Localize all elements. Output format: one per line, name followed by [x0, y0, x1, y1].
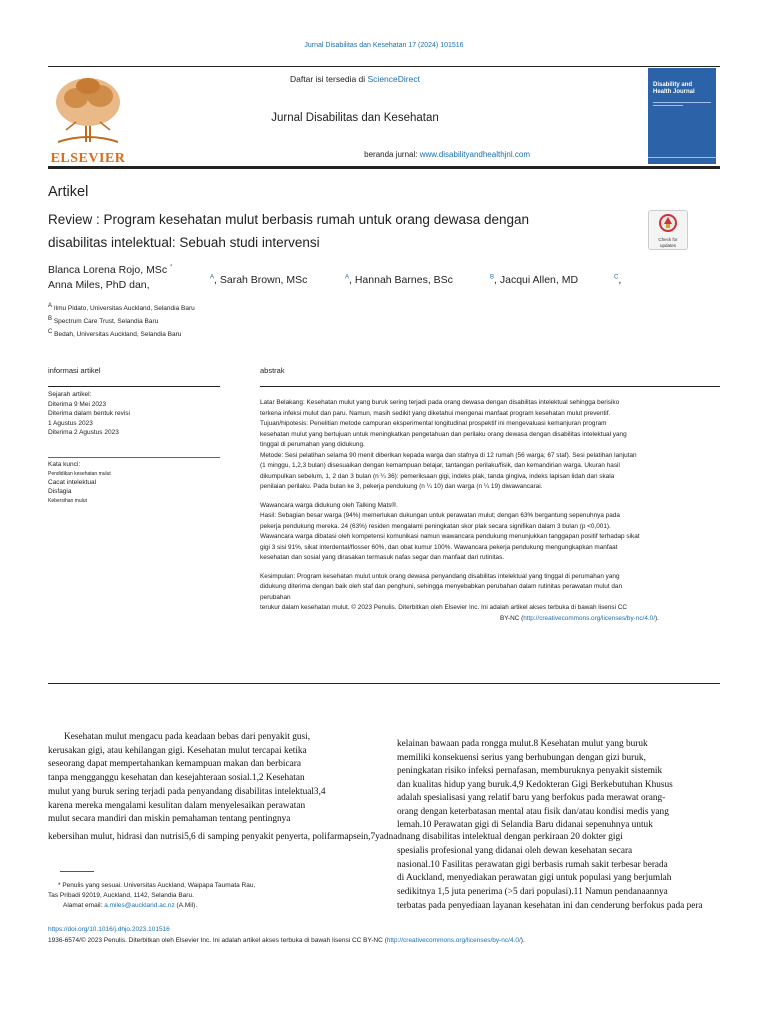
affiliation-text: Ilmu Pidato, Universitas Auckland, Selandia Baru	[53, 305, 195, 313]
abstract-heading-rule	[260, 386, 720, 387]
body-left-column	[48, 731, 378, 827]
publisher-name: ELSEVIER	[50, 151, 126, 166]
affiliation-text: Bedah, Universitas Auckland, Selandia Baru	[54, 331, 182, 339]
abstract-body	[260, 398, 730, 624]
abstract-line: (1 minggu, 1,2,3 bulan) disesuaikan dengan kemampuan belajar, tantangan perilaku/fisik, dan kemandirian warga. Ukuran hasil	[260, 462, 620, 469]
author-mark: *	[170, 264, 173, 271]
abstract-line: perubahan	[260, 593, 291, 601]
footnote-line: * Penulis yang sesuai. Universitas Auckland, Waipapa Taumata Rau,	[58, 882, 256, 889]
author-mark: C	[614, 274, 619, 281]
footer-license-line	[48, 937, 525, 944]
abstract-line: terukur dalam kesehatan mulut. © 2023 Penulis. Diterbitkan oleh Elsevier Inc. Ini adalah artikel akses terbuka di bawah lisensi CC	[260, 604, 628, 611]
keyword: Kebersihan mulut	[48, 497, 87, 504]
body-line: seseorang dapat mempertahankan kemampuan makan dan berbicara	[48, 759, 301, 770]
elsevier-logo	[48, 72, 128, 166]
body-line: peningkatan risiko infeksi pernafasan, memburuknya penyakit sistemik	[397, 766, 663, 776]
article-type: Artikel	[48, 184, 89, 200]
history-item: Diterima 2 Agustus 2023	[48, 429, 119, 436]
body-line: karena mereka mengalami kesulitan dalam menyelesaikan perawatan	[48, 800, 306, 811]
license-prefix: BY-NC (	[500, 614, 524, 622]
author-4[interactable]	[345, 274, 453, 286]
abstract-license	[260, 614, 730, 625]
body-line: dan kualitas hidup yang buruk.4,9 Kedokteran Gigi Berkebutuhan Khusus	[397, 779, 673, 790]
history-item: 1 Agustus 2023	[48, 419, 93, 427]
body-line: orang dengan keterbatasan mental atau fisik dan/atau kondisi medis yang	[397, 806, 669, 817]
homepage-line	[130, 150, 530, 159]
abstract-spacer	[260, 564, 730, 572]
license-suffix: ).	[654, 614, 659, 622]
abstract-line: Kesimpulan: Program kesehatan mulut untuk orang dewasa penyandang disabilitas intelektual yang tinggal di perumahan yang	[260, 572, 620, 580]
body-line: terbatas pada penyediaan layanan kesehatan ini dan cenderung berfokus pada pera	[397, 900, 703, 911]
journal-cover	[648, 68, 716, 164]
issn-text: 1936-6574/© 2023 Penulis. Diterbitkan oleh Elsevier Inc. Ini adalah artikel akses terbuka di bawah lisensi CC BY-NC (	[48, 937, 387, 944]
affiliation-c	[48, 327, 195, 340]
body-line: spesialis profesional yang didanai oleh dewan kesehatan secara	[397, 846, 633, 856]
body-line: tanpa mengganggu kesehatan dan kesejahteraan sosial.1,2 Kesehatan	[48, 773, 305, 784]
abstract-line: pekerja pendukung mereka. 24 (63%) residen mengalami peningkatan skor plak secara signifikan dalam 3 bulan (p <0,001).	[260, 522, 611, 530]
elsevier-tree-icon	[48, 72, 128, 148]
check-updates-label: Check for updates	[658, 237, 678, 248]
body-line: adalah spesialisasi yang relatif baru yang berfokus pada merawat orang-	[397, 793, 666, 803]
doi-link[interactable]: https://doi.org/10.1016/j.dhjo.2023.101516	[48, 926, 170, 933]
footnote	[48, 881, 255, 911]
affiliation-mark: A	[48, 303, 53, 309]
abstract-line: gigi 3 sisi 91%, sikat interdental/flosser 60%, dan obat kumur 100%. Wawancara pekerja pendukung mengungkapkan manfaat	[260, 543, 618, 551]
history-item: Diterima dalam bentuk revisi	[48, 410, 131, 417]
title-line-2: disabilitas intelektual: Sebuah studi intervensi	[48, 235, 320, 250]
keywords-heading: Kata kunci:	[48, 461, 81, 468]
author-name: , Sarah Brown, MSc	[214, 274, 308, 286]
history-heading: Sejarah artikel:	[48, 391, 92, 398]
keywords-block	[48, 460, 111, 505]
abstract-line: tinggal di perumahan yang didukung.	[260, 441, 365, 448]
check-for-updates-badge[interactable]	[648, 210, 688, 250]
author-2[interactable]	[48, 279, 150, 291]
body-right-column-bottom	[397, 845, 768, 914]
abstract-spacer	[260, 493, 730, 501]
affiliation-b	[48, 314, 195, 327]
abstract-line: Wawancara warga dibatasi oleh kompetensi komunikasi namun wawancara pendukung menunjukkan tanggapan positif terhadap sikat	[260, 533, 640, 540]
abstract-line: penilaian perilaku. Pada bulan ke 3, pekerja pendukung (n ¼ 10) dan warga (n ¼ 19) diwawancarai.	[260, 483, 543, 490]
article-title	[48, 208, 628, 254]
author-mark: A	[345, 274, 350, 281]
running-head[interactable]: Jurnal Disabilitas dan Kesehatan 17 (2024) 101516	[304, 42, 464, 49]
cover-stripe-2	[653, 105, 683, 106]
footnote-rule	[60, 871, 94, 872]
contents-line	[130, 74, 580, 84]
email-suffix: (A.Mil).	[174, 902, 198, 909]
keyword: Disfagia	[48, 488, 72, 495]
body-line: lemah.10 Perawatan gigi di Selandia Baru didanai sepenuhnya untuk	[397, 820, 653, 830]
body-line: kelainan bawaan pada rongga mulut.8 Kesehatan mulut yang buruk	[397, 739, 648, 749]
keyword: Pendidikan kesehatan mulut	[48, 470, 111, 477]
contents-prefix: Daftar isi tersedia di	[290, 74, 368, 84]
affiliation-mark: C	[48, 329, 53, 336]
license-link[interactable]: http://creativecommons.org/licenses/by-nc/4.0/	[523, 614, 655, 622]
masthead-top-rule	[48, 66, 720, 67]
footer-license-link[interactable]: http://creativecommons.org/licenses/by-nc/4.0/	[386, 937, 521, 944]
article-info-heading: informasi artikel	[48, 366, 101, 375]
author-1[interactable]	[48, 264, 172, 276]
abstract-line: Latar Belakang: Kesehatan mulut yang buruk sering terjadi pada orang dewasa dengan disabilitas intelektual sehingga berisiko	[260, 399, 620, 406]
info-divider-rule	[48, 457, 220, 458]
author-mark: B	[490, 274, 495, 281]
body-line: sedikitnya 1,5 juta penerima (>5 dari populasi).11 Namun pendanaannya	[397, 887, 668, 898]
title-line-1: Review : Program kesehatan mulut berbasis rumah untuk orang dewasa dengan	[48, 212, 530, 227]
body-overflow-line: kebersihan mulut, hidrasi dan nutrisi5,6 di samping penyakit penyerta, polifarmapsein,7yadnadnang disabilitas intelektual dengan perkiraan 20 dokter gigi	[48, 832, 623, 842]
email-link[interactable]: a.miles@auckland.ac.nz	[104, 902, 175, 909]
author-name: Anna Miles, PhD dan,	[48, 279, 150, 291]
homepage-prefix: beranda jurnal:	[364, 150, 420, 159]
author-name: ,	[618, 274, 622, 286]
masthead-bottom-rule	[48, 166, 720, 169]
abstract-line: Wawancara warga didukung oleh Talking Mats®.	[260, 501, 398, 509]
abstract-line: Metode: Sesi pelatihan selama 90 menit diberikan kepada warga dan stafnya di 12 rumah (56 warga; 67 staf). Sesi pelatihan lanjutan	[260, 451, 637, 459]
abstract-line: terkena infeksi mulut dan paru. Namun, masih sedikit yang diketahui mengenai manfaat program kesehatan mulut preventif.	[260, 409, 611, 417]
abstract-line: kesehatan dan sosial yang dirasakan termasuk nafas segar dan manfaat dari rutinitas.	[260, 554, 505, 561]
email-label: Alamat email:	[63, 902, 105, 909]
info-heading-rule	[48, 386, 220, 387]
body-line: kerusakan gigi, atau kehilangan gigi. Kesehatan mulut tercapai ketika	[48, 745, 307, 756]
abstract-line: dikumpulkan sebelum, 1, 2 dan 3 bulan (n ¼ 36): pemeriksaan gigi, indeks plak, tanda gingiva, indeks lapisan lidah dan skala	[260, 472, 615, 480]
author-3[interactable]	[210, 274, 307, 286]
cover-bottom-band	[648, 157, 716, 158]
affiliation-text: Spectrum Care Trust, Selandia Baru	[53, 318, 159, 326]
author-5[interactable]	[490, 274, 578, 286]
body-line: Kesehatan mulut mengacu pada keadaan bebas dari penyakit gusi,	[64, 732, 311, 742]
abstract-bottom-rule	[48, 683, 720, 684]
keyword: Cacat intelektual	[48, 478, 97, 486]
cover-title: Disability and Health Journal	[653, 82, 695, 95]
body-right-column-top	[397, 738, 727, 833]
body-line: di Auckland, menyediakan perawatan gigi untuk populasi yang berjumlah	[397, 873, 672, 884]
history-item: Diterima 9 Mei 2023	[48, 400, 107, 408]
check-updates-icon	[659, 214, 677, 232]
author-6[interactable]	[614, 274, 621, 286]
body-line: mulut yang buruk sering terjadi pada penyandang disabilitas intelektual3,4	[48, 786, 326, 797]
abstract-line: kesehatan mulut yang bertujuan untuk meningkatkan pengetahuan dan perilaku orang dewasa dengan disabilitas intelektual yang	[260, 430, 627, 438]
sciencedirect-link[interactable]: ScienceDirect	[367, 74, 420, 84]
footer-license-suffix: ).	[520, 937, 525, 944]
affiliation-a	[48, 301, 195, 314]
cover-stripe	[653, 102, 711, 103]
body-line: nasional.10 Fasilitas perawatan gigi berbasis rumah sakit terbesar berada	[397, 859, 668, 870]
author-name: , Hannah Barnes, BSc	[349, 274, 453, 286]
affiliation-mark: B	[48, 316, 53, 323]
history-block	[48, 390, 130, 438]
author-name: Blanca Lorena Rojo, MSc	[48, 264, 168, 276]
body-line: mulut secara mandiri dan miskin pemahaman tentang pentingnya	[48, 814, 291, 825]
abstract-heading: abstrak	[260, 366, 285, 375]
homepage-link[interactable]: www.disabilityandhealthjnl.com	[419, 150, 530, 159]
abstract-line: Tujuan/hipotesis: Penelitian metode campuran eksperimental longitudinal prospektif ini mengevaluasi kemanjuran program	[260, 420, 607, 427]
journal-name: Jurnal Disabilitas dan Kesehatan	[271, 112, 439, 124]
footnote-email-line	[48, 901, 255, 911]
affiliations	[48, 301, 195, 340]
footnote-line: Tas Pribadi 92019, Auckland, 1142, Selandia Baru.	[48, 892, 194, 899]
abstract-line: didukung diterima dengan baik oleh staf dan penghuni, sehingga menyebabkan perubahan dalam rutinitas perawatan mulut dan	[260, 583, 623, 590]
author-name: , Jacqui Allen, MD	[494, 274, 579, 286]
author-mark: A	[210, 274, 215, 281]
body-line: memiliki konsekuensi serius yang berhubungan dengan gizi buruk,	[397, 752, 646, 763]
abstract-line: Hasil: Sebagian besar warga (94%) memerlukan dukungan untuk perawatan mulut; dengan 63% bergantung sepenuhnya pada	[260, 512, 620, 519]
